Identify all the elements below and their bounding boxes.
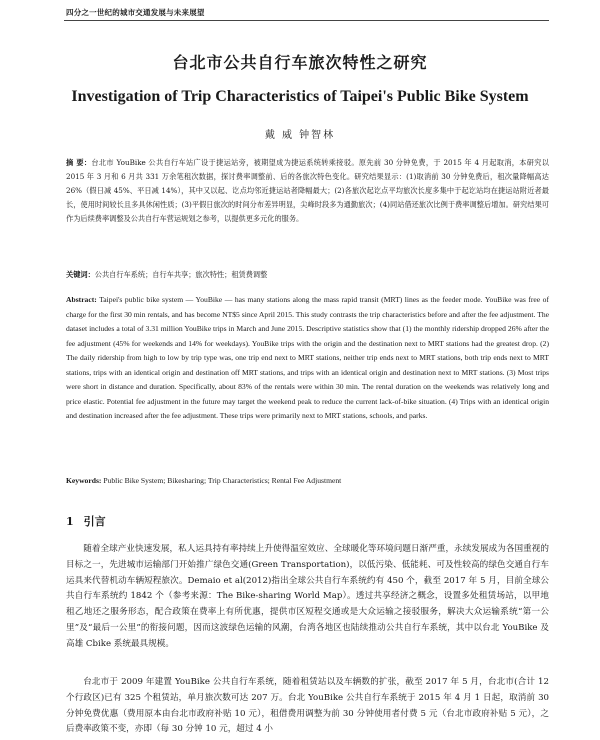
section-heading [66,513,106,529]
running-head: 四分之一世纪的城市交通发展与未来展望 [66,8,205,17]
section-title: 引言 [83,515,106,528]
keywords-en-text: Public Bike System; Bikesharing; Trip Characteristics; Rental Fee Adjustment [103,476,342,485]
abstract-cn-label: 摘 要： [66,158,92,167]
keywords-cn-text: 公共自行车系统；自行车共享；旅次特性；租赁费调整 [94,270,268,279]
section-number: 1 [66,515,74,528]
authors: 戴 威 钟智林 [264,130,336,141]
abstract-cn-text: 台北市 YouBike 公共自行车站广设于捷运站旁，被期望成为捷运系统转乘接驳。原先前 30 分钟免费，于 2015 年 4 月起取消，本研究以 2015 年 3 月和 6 月共 331 万余笔租次数据，探讨费率调整前、后的各旅次特色变化。研究结果显示：(1)取消前 30 分钟免费后，租次量降幅高达 26%（假日减 45%、平日减 14%），其中又以起、讫点均邻近捷运站者降幅最大；(2)各旅次起讫点平均旅次长度多集中于起讫站均在捷运站附近者最长，使用时间较长且多具休闲性质；(3)平假日旅次的时间分布差异明显，尖峰时段多为通勤旅次；(4)同站借还旅次比例于费率调整后增加。研究结果可作为后续费率调整及公共自行车营运规划之参考，以提供更多元化的服务。 [66,158,549,223]
abstract-en-text: Taipei's public bike system — YouBike — has many stations along the mass rapid transit (MRT) lines as the feeder mode. YouBike was free of charge for the first 30 min rentals, and has become NT$5 since April 2015. This study contrasts the trip characteristics before and after the fee adjustment. The dataset includes a total of 3.31 million YouBike trips in March and June 2015. Descriptive statistics show that (1) the monthly ridership dropped 26% after the fee adjustment (45% for weekends and 14% for weekdays). YouBike trips with the origin and the destination next to MRT stations had the greatest drop. (2) The daily ridership from high to low by trip type was, one trip end next to MRT stations, neither trip ends next to MRT stations, both trip ends next to MRT stations, trips with an identical origin and destination off MRT stations, and trips with an identical origin and destination next to MRT stations. (3) Most trips were short in distance and duration. Specifically, about 83% of the rentals were within 30 min. The rental duration on the weekends was relatively long and price elastic. Potential fee adjustment in the future may target the weekend peak to reduce the current lack-of-bike situation. (4) Trips with an identical origin and destination increased after the fee adjustment. These trips were primarily next to MRT stations, schools, and parks. [66,295,549,420]
keywords-en-label: Keywords: [66,476,102,485]
keywords-cn-label: 关键词： [66,270,95,279]
abstract-english [66,293,549,424]
title-english: Investigation of Trip Characteristics of Taipei's Public Bike System [71,88,529,105]
body-paragraph: 台北市于 2009 年建置 YouBike 公共自行车系统，随着租赁站以及车辆数的扩张，截至 2017 年 5 月，台北市(合计 12 个行政区)已有 325 个租赁站，单月旅次数可达 207 万。台北 YouBike 公共自行车系统于 2015 年 4 月 1 日起，取消前 30 分钟免费优惠（费用原本由台北市政府补贴 10 元），租借费用调整为前 30 分钟使用者付费 5 元（台北市政府补贴 5 元），之后费率政策不变，亦即（每 30 分钟 10 元，超过 4 小 [66,677,549,735]
header-rule [64,20,549,21]
title-chinese: 台北市公共自行车旅次特性之研究 [172,53,428,72]
body-paragraph: 随着全球产业快速发展，私人运具持有率持续上升使得温室效应、全球暖化等环境问题日渐严重，永续发展成为各国重视的目标之一，先进城市运输部门开始推广绿色交通(Green Transportation)，以低污染、低能耗、可及性较高的绿色交通自行车运具来代替机动车辆短程旅次。Demaio et al(2012)指出全球公共自行车系统约有 450 个，截至 2017 年 5 月，目前全球公共自行车系统约 1842 个（参考来源：The Bike-sharing World Map）。透过共享经济之概念，设置多处租赁场站，以甲地租乙地还之服务形态，配合政策在费率上有所优惠，提供市区短程交通或是大众运输之接驳服务，解决大众运输系统“第一公里”及“最后一公里”的衔接问题，因而这波绿色运输的风潮，台湾各地区也陆续推动公共自行车系统，其中以台北 YouBike 及高雄 Cbike 系统最具规模。 [66,544,549,649]
keywords-chinese [66,268,549,282]
abstract-en-label: Abstract: [66,295,97,304]
abstract-chinese [66,156,549,226]
keywords-english [66,474,549,488]
